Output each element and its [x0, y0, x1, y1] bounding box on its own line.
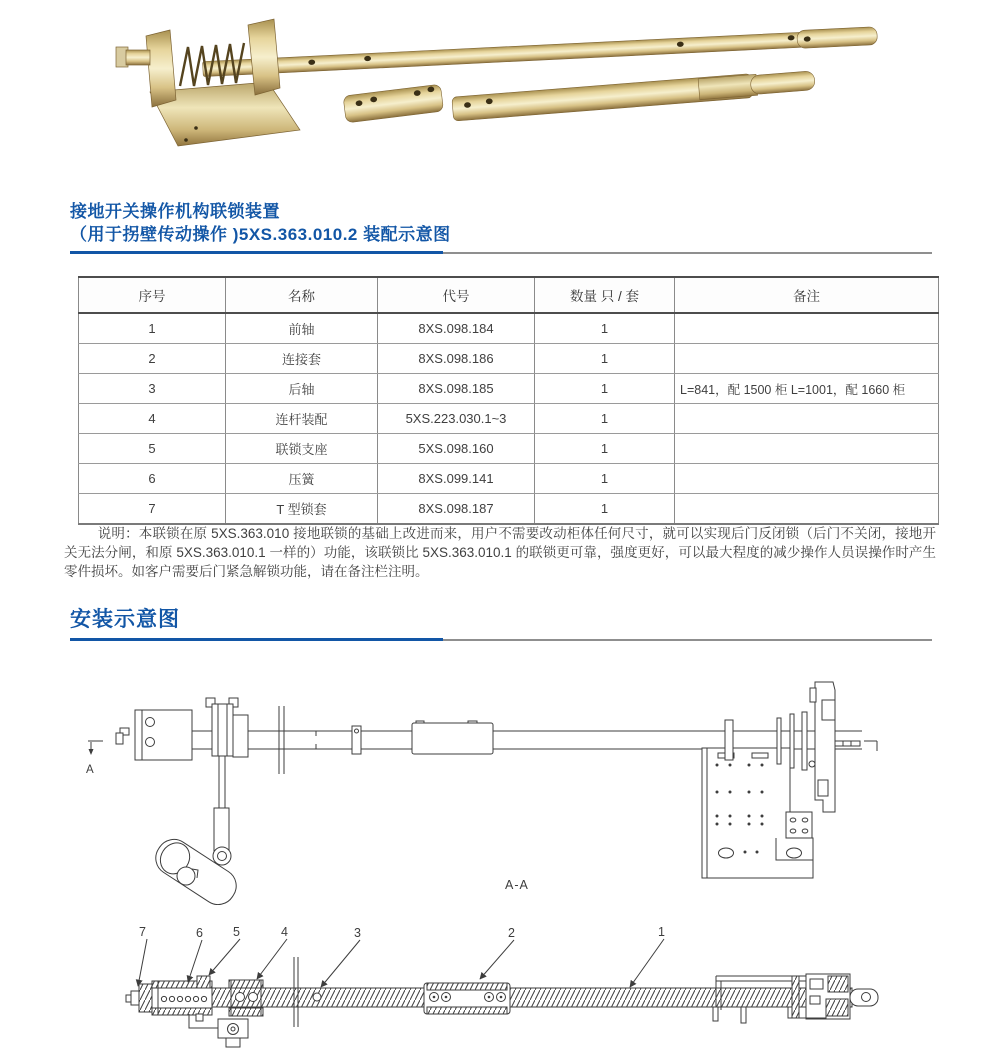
- callout-4: 4: [281, 925, 288, 939]
- col-header-qty: 数量 只 / 套: [535, 277, 675, 313]
- callout-6: 6: [196, 926, 203, 940]
- photo-spring-bracket: [116, 19, 300, 146]
- table-row: [79, 344, 939, 374]
- col-header-code: 代号: [378, 277, 535, 313]
- cell-no: 4: [79, 404, 226, 434]
- photo-rear-shaft: [452, 69, 816, 121]
- cell-code: 5XS.098.160: [378, 434, 535, 464]
- cell-qty: 1: [535, 404, 675, 434]
- section-label-aa: A-A: [505, 878, 529, 892]
- cell-no: 7: [79, 494, 226, 525]
- cell-code: 5XS.223.030.1~3: [378, 404, 535, 434]
- photo-front-shaft: [202, 27, 877, 78]
- cell-name: 连接套: [226, 344, 378, 374]
- section-marker-a: [88, 741, 103, 755]
- callout-1: 1: [658, 925, 665, 939]
- cell-name: 连杆装配: [226, 404, 378, 434]
- section-marker-a-label: A: [86, 764, 94, 776]
- cell-name: 前轴: [226, 313, 378, 344]
- cell-name: 后轴: [226, 374, 378, 404]
- table-row: [79, 434, 939, 464]
- installation-diagram-section-aa: [60, 905, 940, 1060]
- cell-remark: [675, 404, 939, 434]
- link-lever: [149, 756, 242, 905]
- cell-no: 2: [79, 344, 226, 374]
- col-header-name: 名称: [226, 277, 378, 313]
- cell-qty: 1: [535, 313, 675, 344]
- cell-qty: 1: [535, 374, 675, 404]
- cell-qty: 1: [535, 464, 675, 494]
- cell-name: 压簧: [226, 464, 378, 494]
- lock-box: [116, 710, 192, 760]
- callout-leaders: [138, 939, 664, 987]
- mounting-disc: [279, 706, 284, 774]
- cell-qty: 1: [535, 434, 675, 464]
- install-underline-blue: [70, 638, 443, 641]
- photo-connector-sleeve: [343, 84, 444, 123]
- title-underline: [70, 251, 932, 255]
- cell-qty: 1: [535, 344, 675, 374]
- main-shaft: [192, 731, 862, 749]
- parts-table-header-row: [79, 277, 939, 313]
- cell-qty: 1: [535, 494, 675, 525]
- cell-no: 3: [79, 374, 226, 404]
- table-row: [79, 313, 939, 344]
- cell-remark: [675, 313, 939, 344]
- table-row: [79, 404, 939, 434]
- callout-2: 2: [508, 926, 515, 940]
- cell-no: 5: [79, 434, 226, 464]
- clevis-bracket: [206, 698, 248, 757]
- shaft-clamp: [352, 726, 361, 754]
- assembly-title-block: [70, 200, 932, 255]
- table-row: [79, 494, 939, 525]
- callout-5: 5: [233, 925, 240, 939]
- col-header-no: 序号: [79, 277, 226, 313]
- callout-7: 7: [139, 925, 146, 939]
- cell-no: 6: [79, 464, 226, 494]
- installation-diagram-side-view: [60, 665, 940, 905]
- install-underline: [70, 638, 932, 642]
- assembly-title-line2: （用于拐壁传动操作 )5XS.363.010.2 装配示意图: [70, 225, 451, 244]
- cell-no: 1: [79, 313, 226, 344]
- install-section-heading: [70, 606, 932, 642]
- cell-remark: [675, 434, 939, 464]
- description-note: 说明：本联锁在原 5XS.363.010 接地联锁的基础上改进而来，用户不需要改动柜体任何尺寸，就可以实现后门反闭锁（后门不关闭，接地开关无法分闸，和原 5XS.363.010.1 一样的）功能，该联锁比 5XS.363.010.1 的联锁更可靠，强度更好，可以最大程度的减少操作人员误操作时产生零件损坏。如客户需要后门紧急解锁功能，请在备注栏注明。: [64, 525, 936, 579]
- section-coupling: [424, 983, 510, 1014]
- table-row: [79, 374, 939, 404]
- cell-remark: [675, 344, 939, 374]
- section-marker-right: [864, 741, 877, 751]
- cabinet-plate-assembly: [702, 682, 860, 878]
- callout-3: 3: [354, 926, 361, 940]
- install-section-title: 安装示意图: [70, 608, 180, 631]
- col-header-remark: 备注: [675, 277, 939, 313]
- product-photo: [60, 0, 940, 175]
- title-underline-blue: [70, 251, 443, 254]
- cell-code: 8XS.099.141: [378, 464, 535, 494]
- coupling-sleeve: [412, 721, 493, 754]
- cell-name: T 型锁套: [226, 494, 378, 525]
- cell-remark: L=841，配 1500 柜 L=1001，配 1660 柜: [675, 374, 939, 404]
- table-row: [79, 464, 939, 494]
- assembly-title-line1: 接地开关操作机构联锁装置: [70, 202, 280, 221]
- cell-remark: [675, 494, 939, 525]
- cell-remark: [675, 464, 939, 494]
- cell-code: 8XS.098.184: [378, 313, 535, 344]
- parts-table: [78, 276, 939, 525]
- cell-code: 8XS.098.187: [378, 494, 535, 525]
- cell-code: 8XS.098.186: [378, 344, 535, 374]
- cell-code: 8XS.098.185: [378, 374, 535, 404]
- cell-name: 联锁支座: [226, 434, 378, 464]
